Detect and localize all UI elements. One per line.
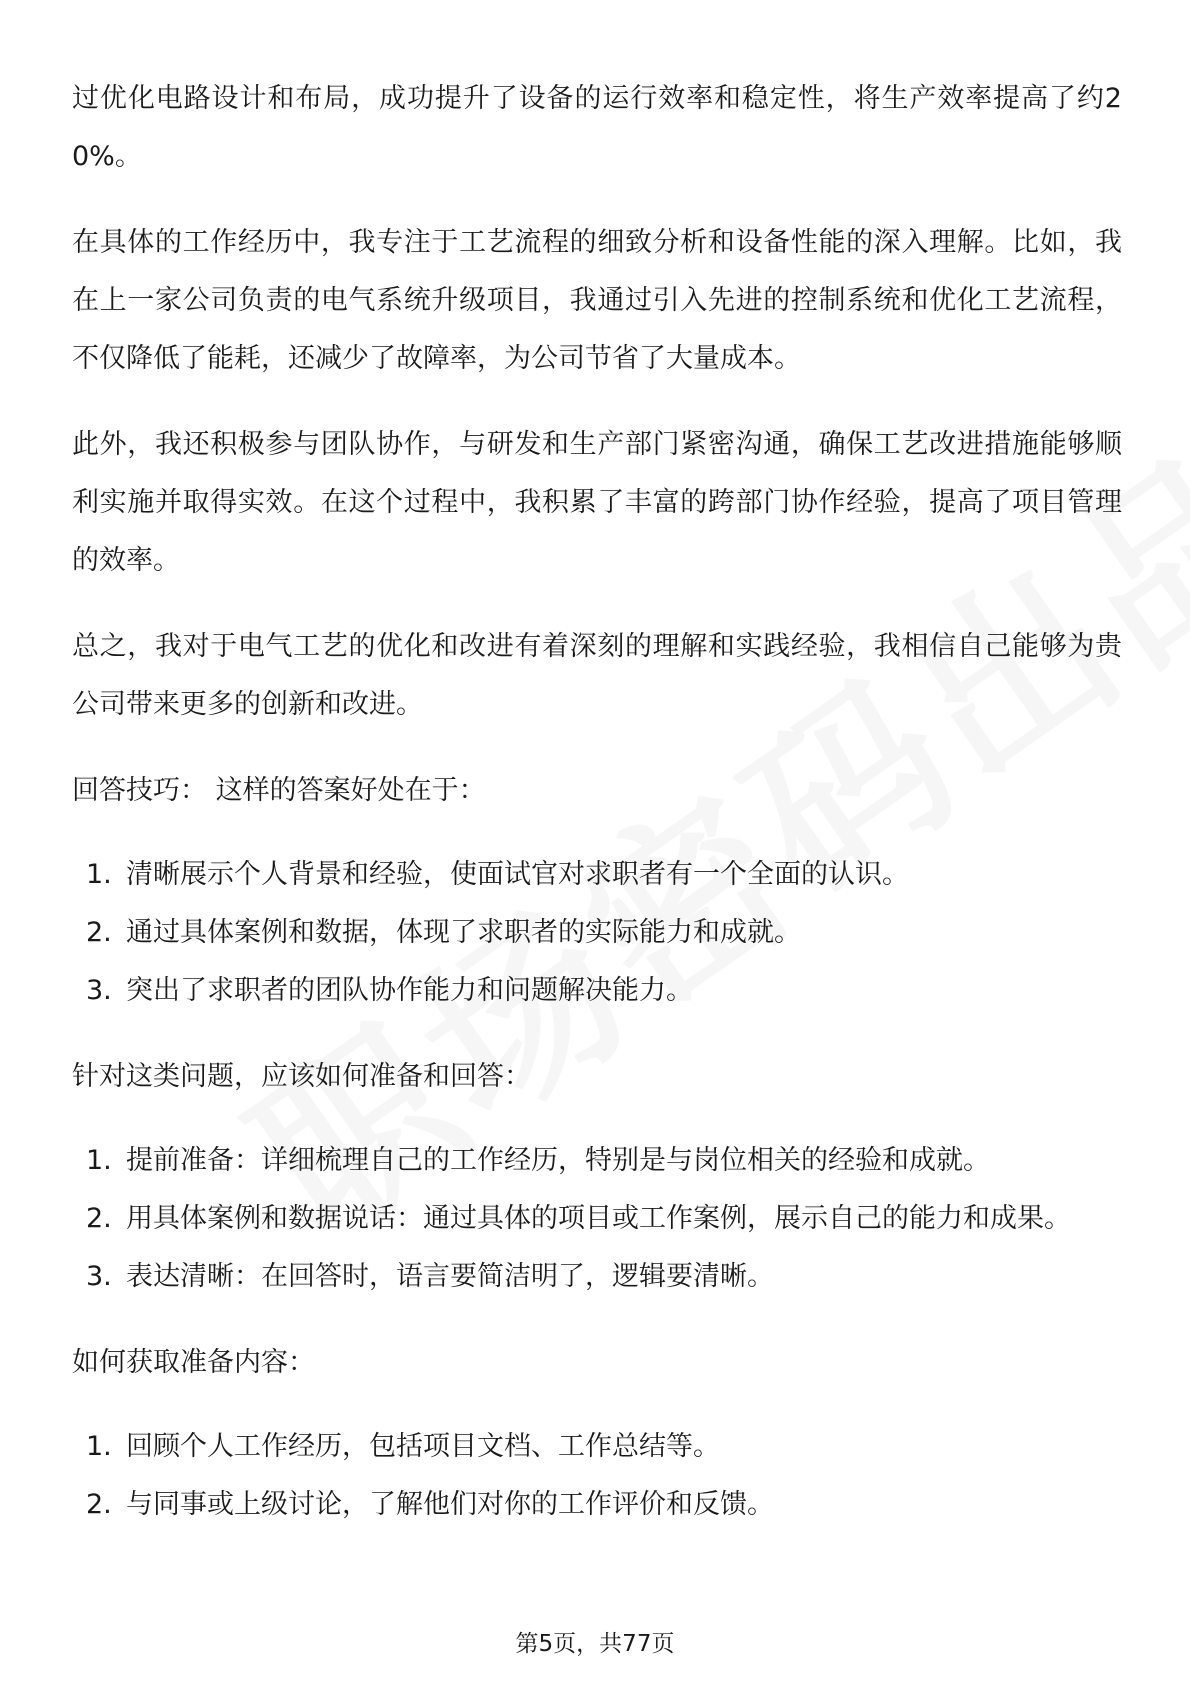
list-item-text: 清晰展示个人背景和经验，使面试官对求职者有一个全面的认识。 [126, 859, 909, 890]
list-item-text: 表达清晰：在回答时，语言要简洁明了，逻辑要清晰。 [126, 1261, 774, 1292]
list-item-number: 2. [86, 1203, 112, 1234]
list-item-number: 1. [86, 859, 112, 890]
list-item-text: 回顾个人工作经历，包括项目文档、工作总结等。 [126, 1431, 720, 1462]
list-item-number: 1. [86, 1431, 112, 1462]
list-item-text: 用具体案例和数据说话：通过具体的项目或工作案例，展示自己的能力和成果。 [126, 1203, 1071, 1234]
paragraph-3: 此外，我还积极参与团队协作，与研发和生产部门紧密沟通，确保工艺改进措施能够顺利实施并取得实效。在这个过程中，我积累了丰富的跨部门协作经验，提高了项目管理的效率。 [72, 429, 1122, 576]
list-item [72, 1248, 1122, 1306]
list-item-text: 通过具体案例和数据，体现了求职者的实际能力和成就。 [126, 917, 801, 948]
paragraph-1: 过优化电路设计和布局，成功提升了设备的运行效率和稳定性，将生产效率提高了约20%。 [72, 83, 1122, 172]
tips-list [72, 846, 1122, 1020]
list-item [72, 1190, 1122, 1248]
page-content [72, 70, 1122, 1562]
list-item-number: 3. [86, 975, 112, 1006]
list-item-number: 1. [86, 1145, 112, 1176]
prepare-heading: 针对这类问题，应该如何准备和回答： [72, 1061, 531, 1092]
sources-heading: 如何获取准备内容： [72, 1347, 315, 1378]
list-item-text: 提前准备：详细梳理自己的工作经历，特别是与岗位相关的经验和成就。 [126, 1145, 990, 1176]
list-item-text: 与同事或上级讨论，了解他们对你的工作评价和反馈。 [126, 1489, 774, 1520]
list-item [72, 962, 1122, 1020]
page-number-footer: 第5页，共77页 [515, 1631, 675, 1657]
list-item-number: 2. [86, 1489, 112, 1520]
list-item-text: 突出了求职者的团队协作能力和问题解决能力。 [126, 975, 693, 1006]
tips-heading: 回答技巧： 这样的答案好处在于： [72, 775, 486, 806]
sources-list [72, 1418, 1122, 1534]
paragraph-4: 总之，我对于电气工艺的优化和改进有着深刻的理解和实践经验，我相信自己能够为贵公司带来更多的创新和改进。 [72, 631, 1122, 720]
list-item-number: 3. [86, 1261, 112, 1292]
prepare-list [72, 1132, 1122, 1306]
list-item [72, 1132, 1122, 1190]
list-item [72, 846, 1122, 904]
list-item [72, 1476, 1122, 1534]
list-item [72, 1418, 1122, 1476]
list-item [72, 904, 1122, 962]
list-item-number: 2. [86, 917, 112, 948]
paragraph-2: 在具体的工作经历中，我专注于工艺流程的细致分析和设备性能的深入理解。比如，我在上一家公司负责的电气系统升级项目，我通过引入先进的控制系统和优化工艺流程，不仅降低了能耗，还减少了故障率，为公司节省了大量成本。 [72, 227, 1122, 374]
